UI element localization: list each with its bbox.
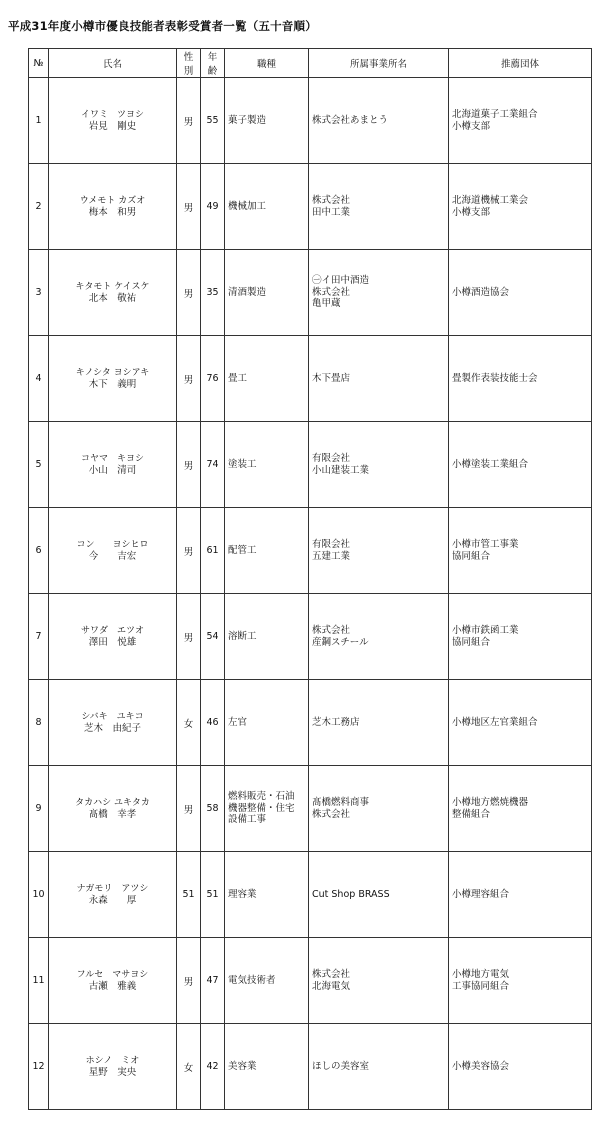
company-text: 髙橋燃料商事 株式会社 [312,797,370,820]
name-kana: キタモト ケイスケ [75,281,150,292]
cell-name [49,938,177,1024]
table-row [29,508,592,594]
company-text: 株式会社 田中工業 [312,195,351,218]
table-row [29,336,592,422]
name-kana: コン ヨシヒロ [76,539,149,550]
org-text: 小樽地区左官業組合 [452,716,538,728]
org-text: 小樽理容組合 [452,888,510,900]
table-row [29,852,592,938]
job-text: 燃料販売・石油 機器整備・住宅 設備工事 [228,791,295,826]
cell-company [309,938,449,1024]
company-text: 株式会社あまとう [312,114,389,126]
cell-no: 8 [29,680,49,766]
table-row [29,594,592,680]
name-kanji: 髙橋 幸孝 [88,808,137,820]
cell-name [49,594,177,680]
table-row [29,680,592,766]
name-kanji: 古瀬 雅義 [88,980,137,992]
company-text: ㊀イ田中酒造 株式会社 亀甲蔵 [312,275,370,310]
cell-job [225,250,309,336]
cell-job [225,594,309,680]
org-text: 小樽塗装工業組合 [452,458,529,470]
job-text: 電気技術者 [228,974,276,986]
cell-org [449,938,592,1024]
table-row [29,1024,592,1110]
cell-no: 11 [29,938,49,1024]
name-kana: フルセ マサヨシ [76,969,149,980]
job-text: 理容業 [228,888,257,900]
cell-company [309,680,449,766]
cell-job [225,336,309,422]
cell-sex: 男 [177,938,201,1024]
cell-sex: 男 [177,250,201,336]
org-text: 北海道菓子工業組合 小樽支部 [452,109,538,132]
header-age: 年齢 [201,49,225,78]
org-text: 小樽地方燃焼機器 整備組合 [452,797,529,820]
cell-job [225,508,309,594]
cell-sex: 男 [177,594,201,680]
cell-age: 47 [201,938,225,1024]
name-kanji: 岩見 剛史 [88,120,137,132]
awardees-table [28,48,592,1110]
cell-company [309,250,449,336]
cell-name [49,336,177,422]
cell-no: 6 [29,508,49,594]
job-text: 畳工 [228,372,248,384]
cell-company [309,508,449,594]
header-row [29,49,592,78]
name-kanji: 今 吉宏 [88,550,137,562]
job-text: 菓子製造 [228,114,267,126]
cell-sex: 男 [177,766,201,852]
cell-sex: 女 [177,680,201,766]
name-kana: イワミ ツヨシ [80,109,144,120]
name-kana: キノシタ ヨシアキ [75,367,150,378]
company-text: 木下畳店 [312,372,351,384]
cell-job [225,1024,309,1110]
cell-name [49,78,177,164]
name-kana: ホシノ ミオ [85,1055,140,1066]
cell-no: 4 [29,336,49,422]
cell-no: 10 [29,852,49,938]
cell-age: 49 [201,164,225,250]
name-kana: ナガモリ アツシ [76,883,149,894]
cell-org [449,336,592,422]
company-text: 有限会社 小山建装工業 [312,453,370,476]
cell-name [49,508,177,594]
cell-job [225,422,309,508]
cell-sex: 男 [177,78,201,164]
header-no: № [29,49,49,78]
name-kanji: 芝木 由紀子 [83,722,141,734]
cell-org [449,1024,592,1110]
cell-org [449,250,592,336]
cell-job [225,680,309,766]
table-row [29,250,592,336]
cell-company [309,78,449,164]
table-row [29,938,592,1024]
job-text: 左官 [228,716,248,728]
org-text: 小樽市鉄函工業 協同組合 [452,625,519,648]
cell-job [225,78,309,164]
company-text: 有限会社 五建工業 [312,539,351,562]
cell-company [309,594,449,680]
cell-company [309,852,449,938]
cell-name [49,852,177,938]
cell-sex: 男 [177,508,201,594]
cell-age: 74 [201,422,225,508]
cell-job [225,852,309,938]
org-text: 畳製作表装技能士会 [452,372,538,384]
cell-no: 12 [29,1024,49,1110]
job-text: 溶断工 [228,630,257,642]
cell-name [49,422,177,508]
cell-no: 5 [29,422,49,508]
org-text: 小樽地方電気 工事協同組合 [452,969,510,992]
job-text: 配管工 [228,544,257,556]
cell-age: 42 [201,1024,225,1110]
cell-org [449,680,592,766]
name-kanji: 永森 厚 [88,894,137,906]
cell-age: 76 [201,336,225,422]
cell-age: 55 [201,78,225,164]
name-kanji: 星野 実央 [88,1066,137,1078]
name-kanji: 小山 清司 [88,464,137,476]
name-kanji: 北本 敬祐 [88,292,137,304]
cell-sex: 男 [177,164,201,250]
cell-no: 2 [29,164,49,250]
name-kanji: 澤田 悦雄 [88,636,137,648]
cell-age: 51 [201,852,225,938]
cell-sex: 男 [177,422,201,508]
org-text: 北海道機械工業会 小樽支部 [452,195,529,218]
cell-org [449,78,592,164]
name-kana: サワダ エツオ [81,625,144,636]
cell-no: 9 [29,766,49,852]
company-text: 芝木工務店 [312,716,360,728]
cell-org [449,164,592,250]
table-row [29,422,592,508]
cell-sex: 51 [177,852,201,938]
header-sex: 性別 [177,49,201,78]
job-text: 清酒製造 [228,286,267,298]
cell-org [449,422,592,508]
cell-org [449,594,592,680]
cell-company [309,766,449,852]
header-company: 所属事業所名 [309,49,449,78]
cell-company [309,422,449,508]
cell-name [49,766,177,852]
table-row [29,766,592,852]
cell-age: 61 [201,508,225,594]
cell-age: 46 [201,680,225,766]
cell-org [449,766,592,852]
cell-company [309,164,449,250]
name-kanji: 木下 義明 [88,378,137,390]
name-kana: タカハシ ユキタカ [75,797,150,808]
cell-name [49,1024,177,1110]
cell-name [49,250,177,336]
cell-sex: 男 [177,336,201,422]
company-text: ほしの美容室 [312,1060,370,1072]
cell-job [225,766,309,852]
cell-age: 54 [201,594,225,680]
cell-org [449,508,592,594]
table-row [29,164,592,250]
name-kanji: 梅本 和男 [88,206,137,218]
header-name: 氏名 [49,49,177,78]
cell-name [49,164,177,250]
name-kana: コヤマ キヨシ [80,453,144,464]
cell-company [309,1024,449,1110]
org-text: 小樽美容協会 [452,1060,510,1072]
header-org: 推薦団体 [449,49,592,78]
table-row [29,78,592,164]
company-text: 株式会社 産鋼スチール [312,625,369,648]
name-kana: ウメモト カズオ [79,195,146,206]
cell-org [449,852,592,938]
page-title: 平成31年度小樽市優良技能者表彰受賞者一覧（五十音順） [8,19,317,33]
job-text: 美容業 [228,1060,257,1072]
cell-age: 58 [201,766,225,852]
job-text: 塗装工 [228,458,257,470]
cell-age: 35 [201,250,225,336]
cell-no: 7 [29,594,49,680]
cell-name [49,680,177,766]
cell-no: 3 [29,250,49,336]
org-text: 小樽市管工事業 協同組合 [452,539,519,562]
header-job: 職種 [225,49,309,78]
cell-job [225,938,309,1024]
job-text: 機械加工 [228,200,267,212]
org-text: 小樽酒造協会 [452,286,510,298]
company-text: Cut Shop BRASS [312,888,390,900]
cell-no: 1 [29,78,49,164]
cell-job [225,164,309,250]
cell-sex: 女 [177,1024,201,1110]
cell-company [309,336,449,422]
name-kana: シバキ ユキコ [81,711,144,722]
company-text: 株式会社 北海電気 [312,969,351,992]
